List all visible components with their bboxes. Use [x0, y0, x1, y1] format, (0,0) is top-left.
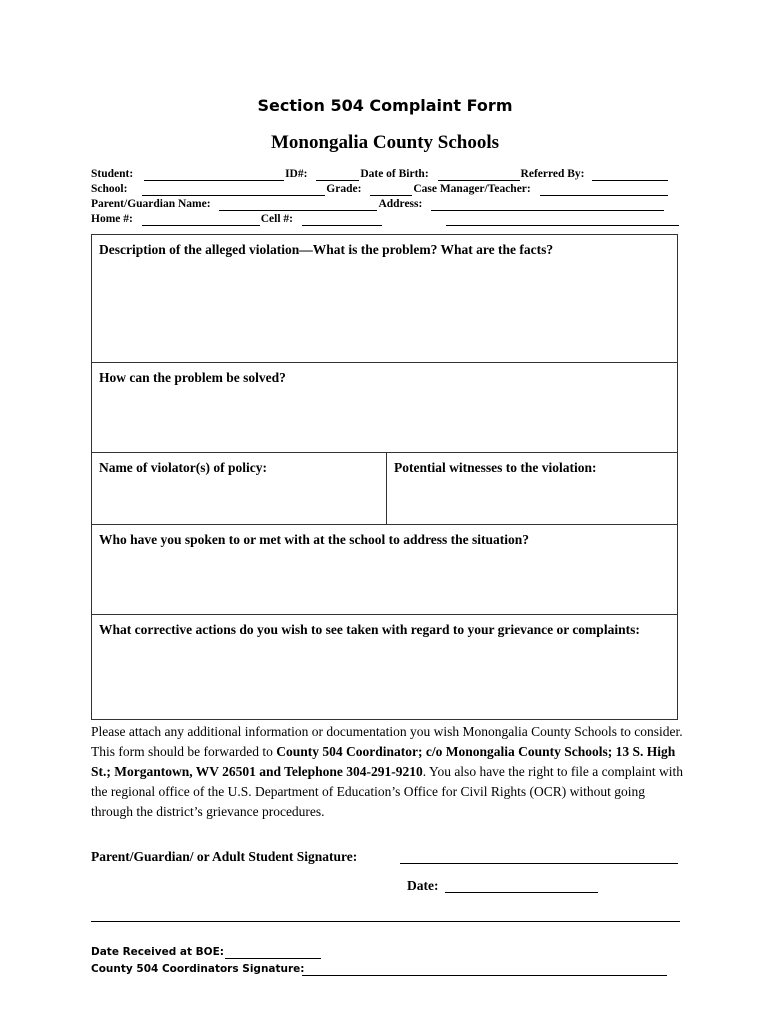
referred-by-field[interactable]: [592, 169, 668, 181]
parent-name-label: Parent/Guardian Name:: [91, 198, 211, 210]
referred-by-label: Referred By:: [520, 168, 585, 180]
date-received-field[interactable]: [225, 958, 321, 959]
notice-text-2: . You also have the right to file a complaint with the regional office of the U.S. Department of Education’s Office for Civil Rights (OCR) without going through the district’s grievance procedures.: [91, 764, 684, 819]
cell-label: Cell #:: [260, 213, 293, 225]
coordinator-signature-field[interactable]: [302, 975, 667, 976]
notice-text-1: Please attach any additional information or documentation you wish Monongalia County Schools to consider. This form should be forwarded to: [91, 724, 683, 759]
spoken-to-section[interactable]: [92, 525, 677, 615]
description-label: Description of the alleged violation—What is the problem? What are the facts?: [99, 242, 554, 257]
complaint-details-box: [91, 234, 678, 720]
info-row-school: [91, 182, 681, 196]
witnesses-cell[interactable]: [387, 453, 677, 524]
date-field[interactable]: [445, 892, 598, 893]
id-field[interactable]: [316, 169, 359, 181]
signature-row: [91, 849, 681, 867]
dob-label: Date of Birth:: [360, 168, 429, 180]
info-row-phone: [91, 212, 681, 226]
corrective-actions-label: What corrective actions do you wish to see taken with regard to your grievance or complaints:: [99, 622, 640, 637]
coordinator-contact: County 504 Coordinator; c/o Monongalia County Schools; 13 S. High St.; Morgantown, WV 26501 and Telephone 304-291-9210: [91, 744, 676, 779]
date-received-label: Date Received at BOE:: [91, 946, 224, 958]
home-label: Home #:: [91, 213, 133, 225]
address-label: Address:: [378, 198, 423, 210]
solution-section[interactable]: [92, 363, 677, 453]
coordinator-signature-label: County 504 Coordinators Signature:: [91, 963, 305, 975]
info-row-parent: [91, 197, 681, 211]
witnesses-label: Potential witnesses to the violation:: [394, 460, 597, 475]
home-field[interactable]: [142, 214, 260, 226]
submission-notice: [91, 722, 683, 822]
violators-cell[interactable]: [92, 453, 387, 524]
id-label: ID#:: [285, 168, 308, 180]
grade-field[interactable]: [370, 184, 412, 196]
form-title: Section 504 Complaint Form: [257, 96, 513, 115]
case-manager-label: Case Manager/Teacher:: [413, 183, 531, 195]
address-field[interactable]: [431, 199, 664, 211]
grade-label: Grade:: [326, 183, 362, 195]
solution-label: How can the problem be solved?: [99, 370, 286, 385]
violators-witnesses-section: [92, 453, 677, 525]
school-label: School:: [91, 183, 128, 195]
date-label: Date:: [407, 878, 439, 893]
spoken-to-label: Who have you spoken to or met with at the school to address the situation?: [99, 532, 530, 547]
district-title: Monongalia County Schools: [270, 132, 500, 153]
parent-name-field[interactable]: [219, 199, 377, 211]
student-field[interactable]: [144, 169, 284, 181]
description-section[interactable]: [92, 235, 677, 363]
date-received-row: [91, 946, 681, 962]
student-label: Student:: [91, 168, 134, 180]
dob-field[interactable]: [438, 169, 520, 181]
cell-field[interactable]: [302, 214, 382, 226]
date-row: [407, 878, 607, 896]
case-manager-field[interactable]: [540, 184, 668, 196]
signature-field[interactable]: [400, 863, 678, 864]
address-continued-field[interactable]: [446, 214, 679, 226]
signature-label: Parent/Guardian/ or Adult Student Signature:: [91, 849, 358, 864]
violators-label: Name of violator(s) of policy:: [99, 460, 267, 475]
corrective-actions-section[interactable]: [92, 615, 677, 719]
coordinator-signature-row: [91, 963, 681, 979]
school-field[interactable]: [142, 184, 325, 196]
section-divider: [91, 921, 680, 922]
info-row-student: [91, 167, 681, 181]
